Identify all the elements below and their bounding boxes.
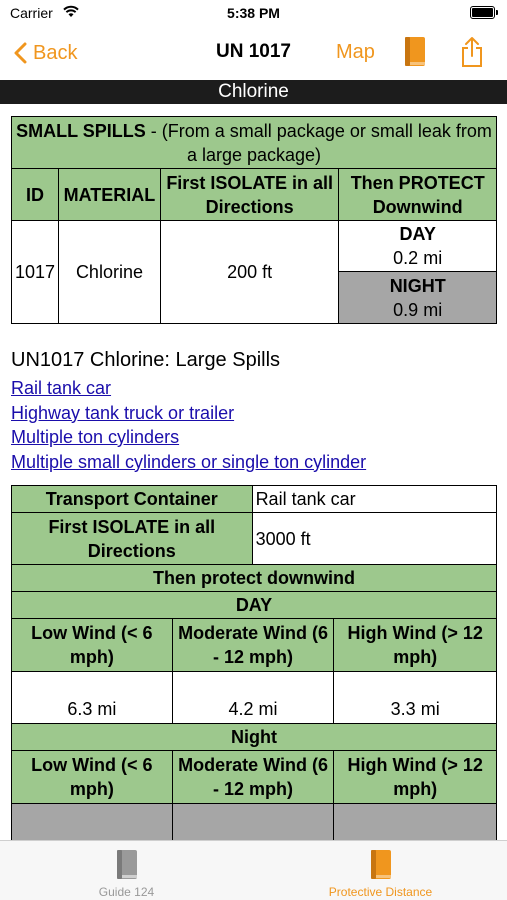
cell-day: DAY 0.2 mi [339, 221, 497, 272]
carrier-label: Carrier [10, 5, 53, 21]
battery-icon [470, 6, 495, 19]
link-highway-tank-truck[interactable]: Highway tank truck or trailer [11, 402, 235, 423]
chevron-left-icon [14, 42, 27, 64]
book-icon[interactable] [403, 36, 427, 73]
day-section-label: DAY [12, 592, 497, 619]
small-spills-table [11, 116, 497, 324]
back-label: Back [33, 41, 78, 64]
link-multiple-small-cylinders[interactable]: Multiple small cylinders or single ton cylinder [11, 451, 367, 472]
transport-label: Transport Container [12, 486, 253, 513]
status-bar [0, 0, 507, 28]
column-header-material: MATERIAL [58, 169, 160, 221]
book-icon [369, 849, 393, 881]
day-high-wind-value: 3.3 mi [334, 672, 497, 724]
night-moderate-wind-value [172, 804, 334, 841]
night-moderate-wind-header: Moderate Wind (6 - 12 mph) [172, 751, 334, 804]
link-multiple-ton-cylinders[interactable]: Multiple ton cylinders [11, 427, 180, 447]
night-low-wind-value [12, 804, 173, 841]
night-low-wind-header: Low Wind (< 6 mph) [12, 751, 173, 804]
night-section-label: Night [12, 724, 497, 751]
tab-bar [0, 840, 507, 900]
column-header-protect: Then PROTECT Downwind [339, 169, 497, 221]
link-rail-tank-car[interactable]: Rail tank car [11, 378, 112, 398]
column-header-isolate: First ISOLATE in all Directions [160, 169, 338, 221]
large-spills-table [11, 485, 497, 840]
container-links [11, 376, 366, 474]
cell-isolate: 200 ft [160, 221, 338, 324]
large-spills-title: UN1017 Chlorine: Large Spills [11, 349, 281, 371]
book-icon [115, 849, 139, 881]
cell-night: NIGHT 0.9 mi [339, 272, 497, 324]
day-moderate-wind-header: Moderate Wind (6 - 12 mph) [172, 619, 334, 672]
navigation-bar [0, 28, 507, 78]
day-high-wind-header: High Wind (> 12 mph) [334, 619, 497, 672]
transport-value: Rail tank car [252, 486, 496, 513]
isolate-value: 3000 ft [252, 513, 496, 565]
tab-protective-distance[interactable] [254, 841, 507, 900]
tab-guide[interactable] [0, 841, 253, 900]
cell-id: 1017 [12, 221, 59, 324]
day-low-wind-header: Low Wind (< 6 mph) [12, 619, 173, 672]
small-spills-header: SMALL SPILLS - (From a small package or small leak from a large package) [12, 117, 497, 169]
column-header-id: ID [12, 169, 59, 221]
day-moderate-wind-value: 4.2 mi [172, 672, 334, 724]
day-low-wind-value: 6.3 mi [12, 672, 173, 724]
protect-downwind-label: Then protect downwind [12, 565, 497, 592]
cell-material: Chlorine [58, 221, 160, 324]
clock: 5:38 PM [227, 5, 280, 21]
map-button[interactable]: Map [336, 41, 375, 63]
back-button[interactable] [14, 38, 77, 68]
page-title: UN 1017 [216, 41, 291, 62]
night-high-wind-value [334, 804, 497, 841]
tab-guide-label: Guide 124 [98, 885, 155, 899]
isolate-label: First ISOLATE in all Directions [12, 513, 253, 565]
tab-protective-distance-label: Protective Distance [328, 885, 433, 899]
content-scroll[interactable] [0, 104, 507, 840]
night-high-wind-header: High Wind (> 12 mph) [334, 751, 497, 804]
material-banner: Chlorine [0, 80, 507, 104]
share-icon[interactable] [460, 36, 484, 73]
